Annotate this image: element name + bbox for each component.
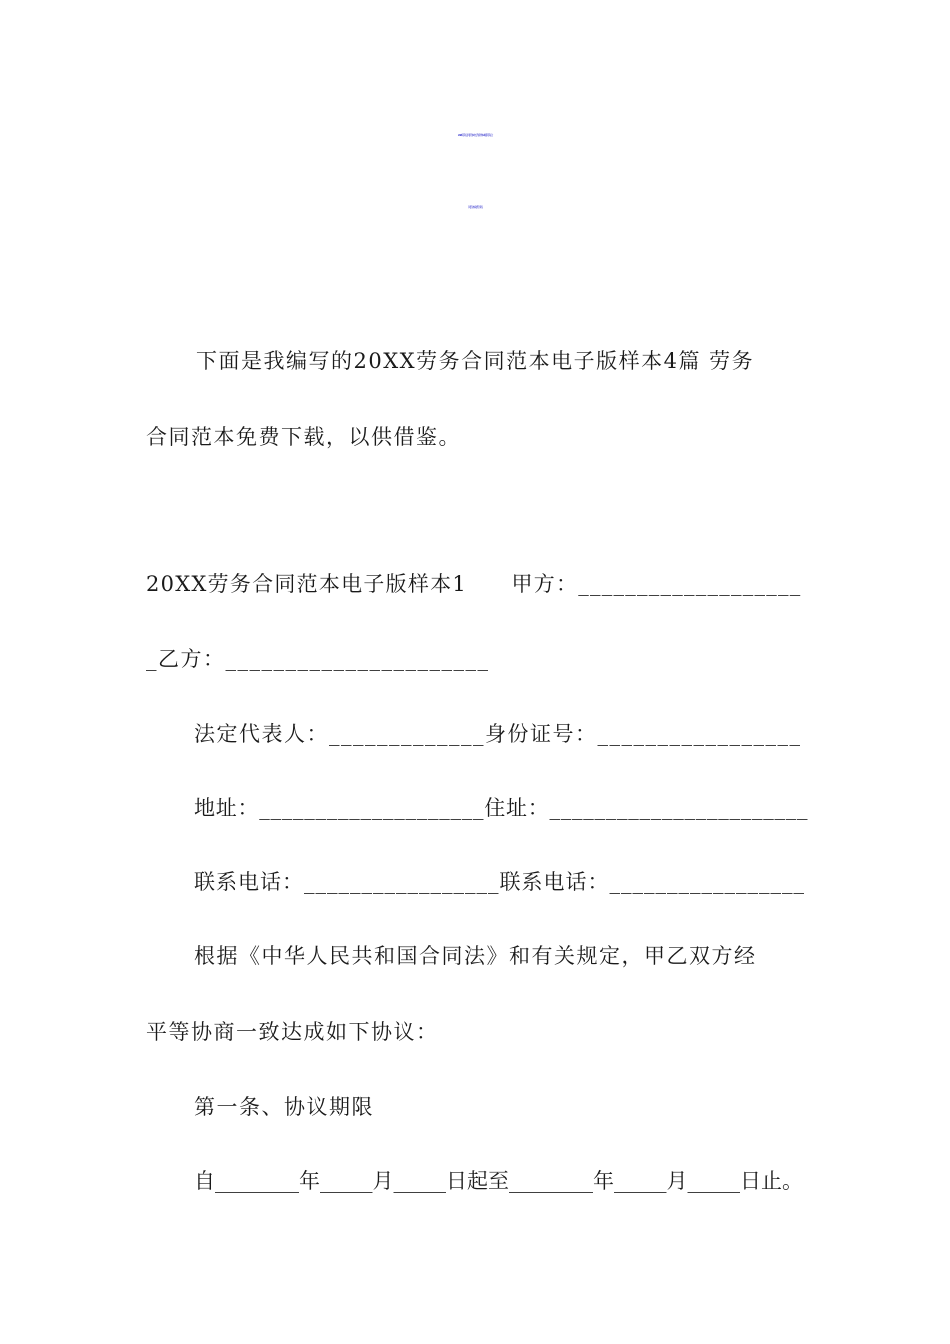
sample-heading-party-a: 20XX劳务合同范本电子版样本1 甲方：___________________: [146, 572, 802, 596]
term-dates-line: 自________年_____月_____日起至________年_____月_____日止。: [194, 1169, 803, 1193]
intro-line-2: 合同范本免费下载，以供借鉴。: [146, 425, 461, 449]
legal-rep-id-line: 法定代表人：_____________身份证号：_________________: [194, 722, 802, 746]
address-line: 地址：____________________住址：_______________________: [194, 796, 809, 820]
phone-line: 联系电话：_________________联系电话：_________________: [194, 870, 805, 894]
document-title-line-1: 2024劳务合同范本电子版样本4篇 劳务合: [457, 133, 493, 137]
basis-line-1: 根据《中华人民共和国合同法》和有关规定，甲乙双方经: [194, 944, 757, 968]
document-title-line-2: 同范本免费下载: [467, 205, 482, 209]
intro-line-1: 下面是我编写的20XX劳务合同范本电子版样本4篇 劳务: [196, 349, 755, 373]
basis-line-2: 平等协商一致达成如下协议：: [146, 1020, 439, 1044]
article-1-heading: 第一条、协议期限: [194, 1095, 374, 1119]
party-b-line: _乙方：______________________: [146, 647, 490, 671]
